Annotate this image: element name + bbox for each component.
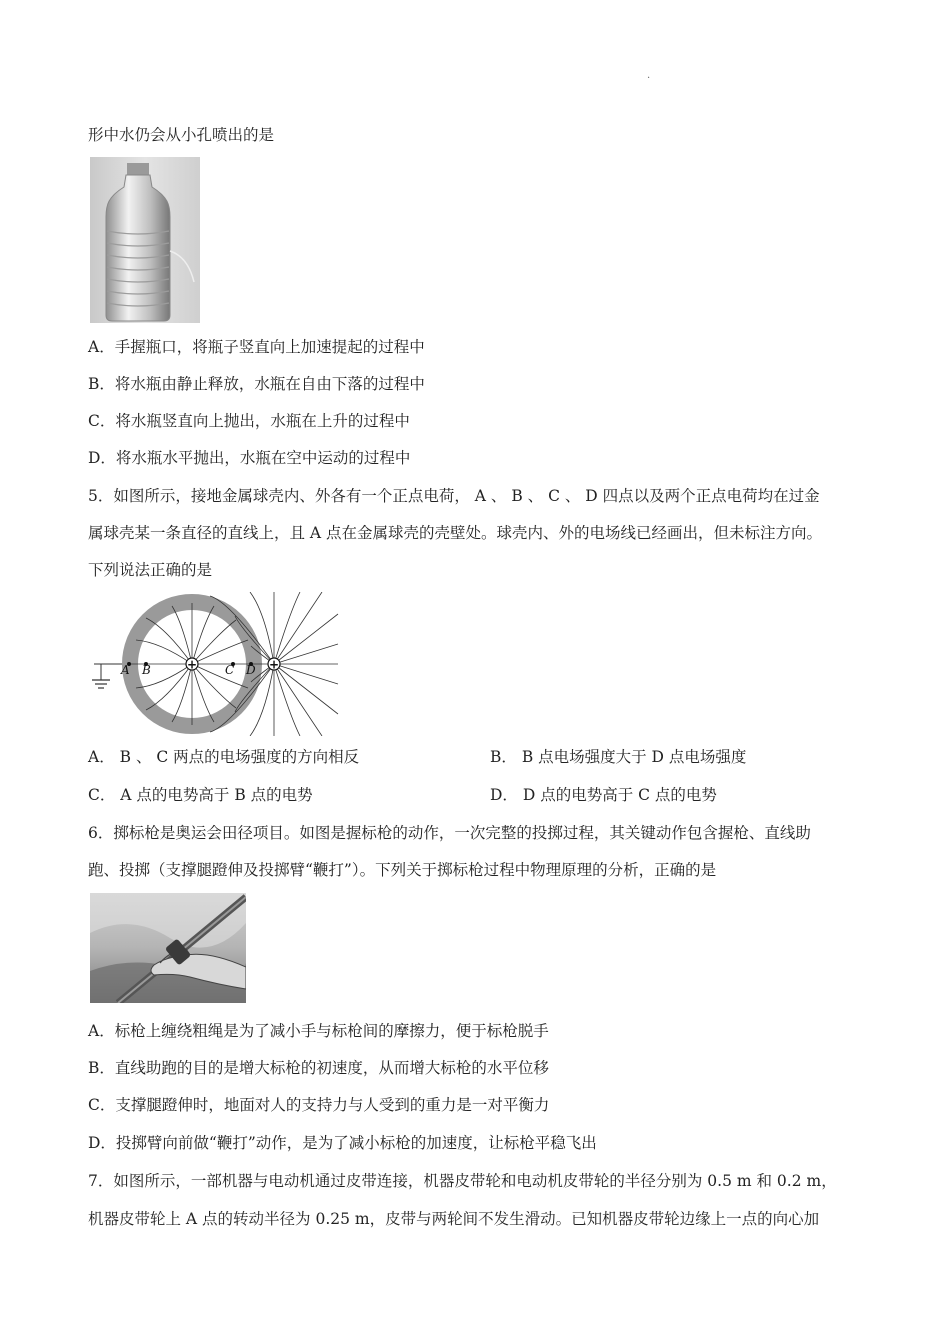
q6-stem-line1: 6．掷标枪是奥运会田径项目。如图是握标枪的动作，一次完整的投掷过程，其关键动作包含握枪、直线助: [88, 824, 811, 842]
q5-stem-line2: 属球壳某一条直径的直线上，且 A 点在金属球壳的壳壁处。球壳内、外的电场线已经画出，但未标注方向。: [88, 524, 823, 542]
outer-charge-sign: +: [268, 657, 280, 672]
q4-stem-tail: 形中水仍会从小孔喷出的是: [88, 126, 275, 144]
javelin-grip-photo: [90, 893, 246, 1003]
q5-option-d: D． D 点的电势高于 C 点的电势: [490, 786, 717, 804]
q6-option-d: D．投掷臂向前做“鞭打”动作，是为了减小标枪的加速度，让标枪平稳飞出: [88, 1134, 597, 1152]
header-dot: .: [647, 70, 651, 81]
q6-option-a: A．标枪上缠绕粗绳是为了减小手与标枪间的摩擦力，便于标枪脱手: [88, 1022, 549, 1040]
q5-stem-line3: 下列说法正确的是: [88, 561, 213, 579]
q4-option-b: B．将水瓶由静止释放，水瓶在自由下落的过程中: [88, 375, 425, 393]
q6-option-c: C．支撑腿蹬伸时，地面对人的支持力与人受到的重力是一对平衡力: [88, 1096, 550, 1114]
q4-option-d: D．将水瓶水平抛出，水瓶在空中运动的过程中: [88, 449, 411, 467]
q6-option-b: B．直线助跑的目的是增大标枪的初速度，从而增大标枪的水平位移: [88, 1059, 549, 1077]
q5-option-b: B． B 点电场强度大于 D 点电场强度: [490, 748, 747, 766]
point-d-label: D: [246, 663, 256, 677]
q5-stem-line1: 5．如图所示，接地金属球壳内、外各有一个正点电荷， A 、 B 、 C 、 D 四点以及两个正点电荷均在过金: [88, 487, 820, 505]
q4-option-a: A．手握瓶口，将瓶子竖直向上加速提起的过程中: [88, 338, 425, 356]
point-b-label: B: [142, 663, 151, 677]
q5-option-a: A． B 、 C 两点的电场强度的方向相反: [88, 748, 360, 766]
point-a-label: A: [121, 663, 130, 677]
q5-option-c: C． A 点的电势高于 B 点的电势: [88, 786, 313, 804]
inner-charge-sign: +: [186, 657, 198, 672]
q4-option-c: C．将水瓶竖直向上抛出，水瓶在上升的过程中: [88, 412, 410, 430]
water-bottle-photo: [90, 157, 200, 323]
point-c-label: C: [225, 663, 235, 677]
field-lines-diagram: [90, 592, 340, 736]
q7-stem-line2: 机器皮带轮上 A 点的转动半径为 0.25 m，皮带与两轮间不发生滑动。已知机器皮带轮边缘上一点的向心加: [88, 1210, 820, 1228]
q6-stem-line2: 跑、投掷（支撑腿蹬伸及投掷臂“鞭打”）。下列关于掷标枪过程中物理原理的分析，正确的是: [88, 861, 717, 879]
q7-stem-line1: 7．如图所示，一部机器与电动机通过皮带连接，机器皮带轮和电动机皮带轮的半径分别为 0.5 m 和 0.2 m，: [88, 1172, 837, 1190]
